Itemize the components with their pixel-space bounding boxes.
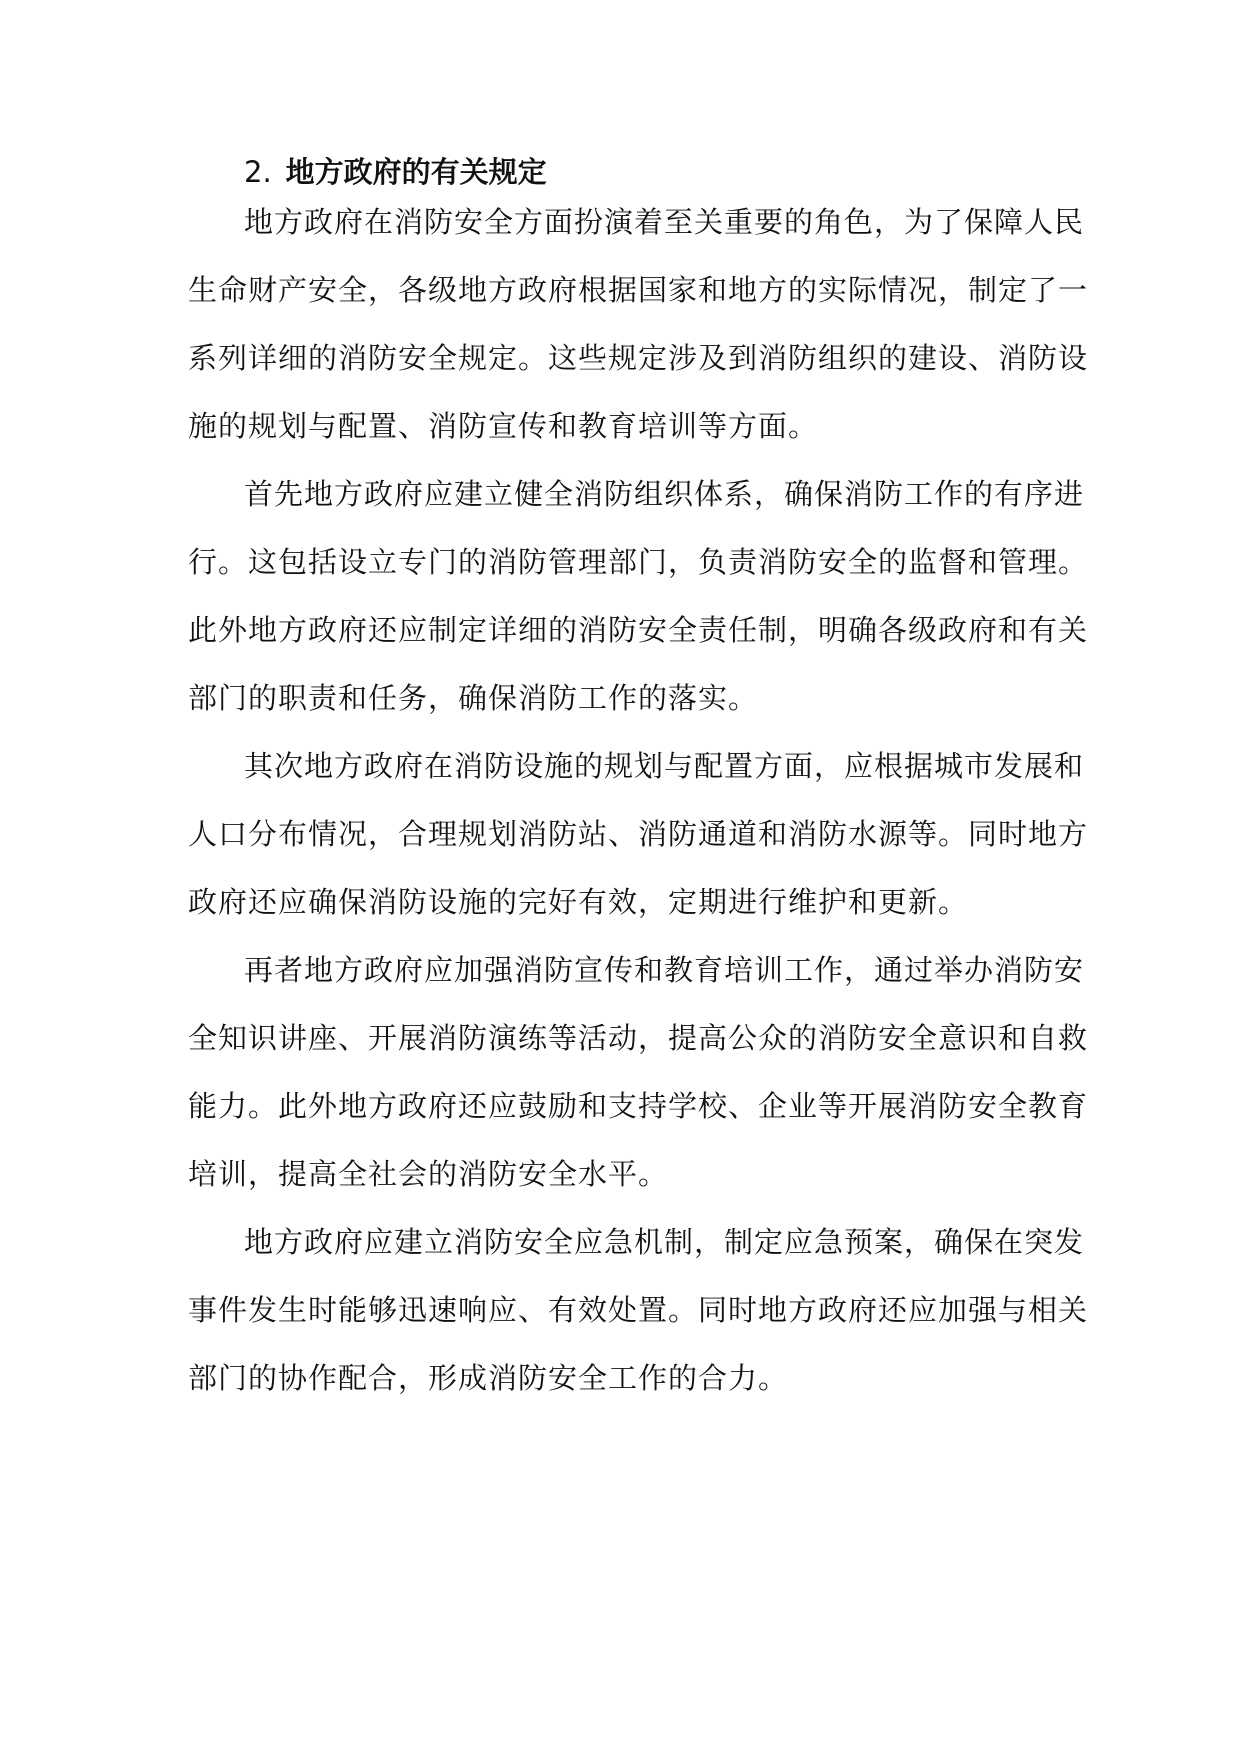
paragraph-4-line-1: 再者地方政府应加强消防宣传和教育培训工作，通过举办消防安 (244, 953, 1085, 987)
section-number: 2. (244, 155, 272, 189)
paragraph-2-line-1: 首先地方政府应建立健全消防组织体系，确保消防工作的有序进 (244, 477, 1085, 511)
paragraph-3-line-1: 其次地方政府在消防设施的规划与配置方面，应根据城市发展和 (244, 749, 1085, 783)
paragraph-2-line-4: 部门的职责和任务，确保消防工作的落实。 (188, 681, 759, 715)
paragraph-1-line-3: 系列详细的消防安全规定。这些规定涉及到消防组织的建设、消防设 (188, 341, 1089, 375)
paragraph-5-line-2: 事件发生时能够迅速响应、有效处置。同时地方政府还应加强与相关 (188, 1293, 1089, 1327)
paragraph-1-line-1: 地方政府在消防安全方面扮演着至关重要的角色，为了保障人民 (244, 205, 1085, 239)
paragraph-4-line-4: 培训，提高全社会的消防安全水平。 (188, 1157, 669, 1191)
paragraph-1-line-2: 生命财产安全，各级地方政府根据国家和地方的实际情况，制定了一 (188, 273, 1089, 307)
paragraph-2-line-2: 行。这包括设立专门的消防管理部门，负责消防安全的监督和管理。 (188, 545, 1089, 579)
paragraph-4-line-2: 全知识讲座、开展消防演练等活动，提高公众的消防安全意识和自救 (188, 1021, 1089, 1055)
section-title: 地方政府的有关规定 (285, 155, 547, 189)
paragraph-1-line-4: 施的规划与配置、消防宣传和教育培训等方面。 (188, 409, 819, 443)
paragraph-4-line-3: 能力。此外地方政府还应鼓励和支持学校、企业等开展消防安全教育 (188, 1089, 1089, 1123)
paragraph-3-line-2: 人口分布情况，合理规划消防站、消防通道和消防水源等。同时地方 (188, 817, 1089, 851)
paragraph-5-line-3: 部门的协作配合，形成消防安全工作的合力。 (188, 1361, 789, 1395)
paragraph-2-line-3: 此外地方政府还应制定详细的消防安全责任制，明确各级政府和有关 (188, 613, 1089, 647)
paragraph-3-line-3: 政府还应确保消防设施的完好有效，定期进行维护和更新。 (188, 885, 969, 919)
section-heading (244, 148, 547, 196)
paragraph-5-line-1: 地方政府应建立消防安全应急机制，制定应急预案，确保在突发 (244, 1225, 1085, 1259)
